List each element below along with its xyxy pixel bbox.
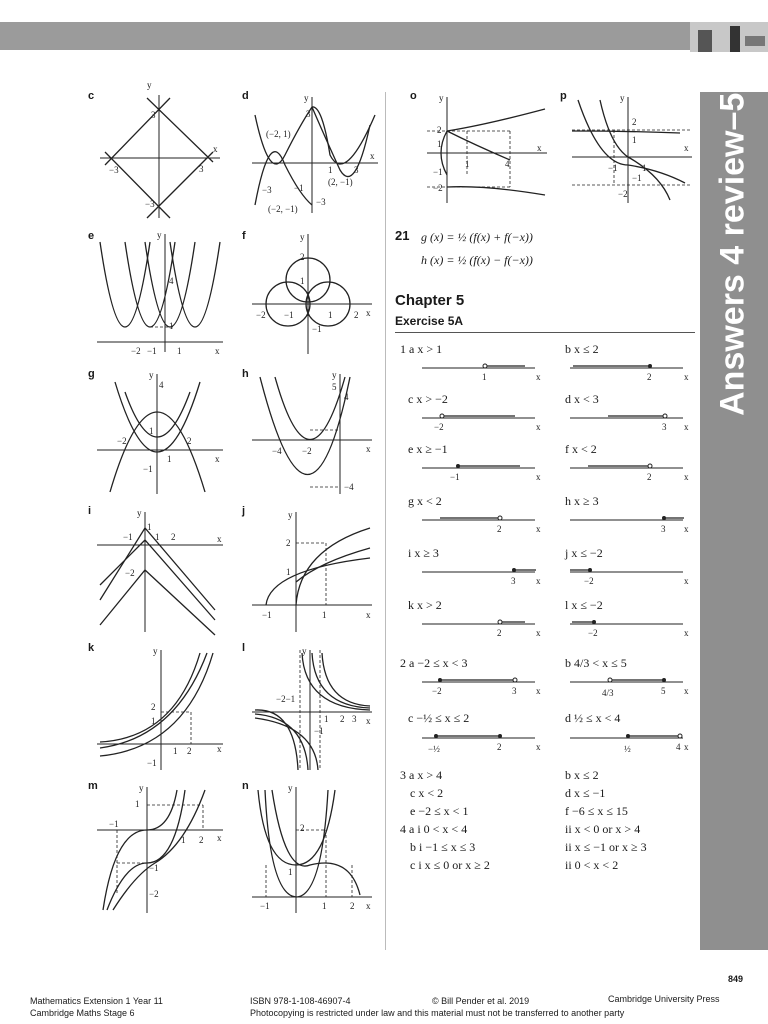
graph-label-i: i: [88, 505, 92, 517]
tick: −2: [149, 889, 159, 899]
tick: 3: [151, 110, 156, 120]
axis-x: x: [215, 454, 220, 464]
axis-x: x: [684, 372, 689, 382]
tick: 2: [171, 532, 176, 542]
answer-1a: 1 a x > 1: [400, 342, 443, 356]
answer-1e: e x ≥ −1: [408, 442, 448, 456]
axis-x: x: [536, 524, 541, 534]
tick: 4: [159, 380, 164, 390]
answer-3a: 3 a x > 4: [400, 768, 443, 782]
tick: −1: [450, 472, 460, 482]
tick: 3: [306, 109, 311, 119]
tick: 1: [181, 835, 186, 845]
tick: 4: [505, 159, 510, 169]
axis-x: x: [684, 576, 689, 586]
tick: 1: [177, 346, 182, 356]
axis-y: y: [300, 232, 305, 242]
tick: −1: [149, 863, 159, 873]
axis-x: x: [370, 151, 375, 161]
tick: 2: [437, 125, 442, 135]
graph-label-c: c: [88, 90, 95, 102]
answer-4ci: c i x ≤ 0 or x ≥ 2: [410, 858, 490, 872]
axis-x: x: [366, 901, 371, 911]
point-label: (−2, −1): [268, 204, 298, 214]
answer-1g: g x < 2: [408, 494, 442, 508]
answer-1d: d x < 3: [565, 392, 599, 406]
answer-2b: b 4/3 < x ≤ 5: [565, 656, 627, 670]
answer-4bii: ii x ≤ −1 or x ≥ 3: [565, 840, 647, 854]
tick: 1: [328, 165, 333, 175]
axis-x: x: [217, 534, 222, 544]
tick: 1: [286, 567, 291, 577]
graph-f: [250, 232, 375, 357]
axis-x: x: [536, 742, 541, 752]
numberline-1j: [568, 562, 693, 588]
tick: −1: [262, 610, 272, 620]
graph-d: [250, 95, 380, 215]
axis-y: y: [302, 646, 307, 656]
tick: 2: [350, 901, 355, 911]
axis-y: y: [149, 370, 154, 380]
tick: −1: [143, 464, 153, 474]
tick: −3: [109, 165, 119, 175]
axis-y: y: [304, 93, 309, 103]
answer-3f: f −6 ≤ x ≤ 15: [565, 804, 628, 818]
tick: −2: [584, 576, 594, 586]
graph-label-h: h: [242, 368, 249, 380]
numberline-1k: [420, 614, 545, 640]
axis-x: x: [684, 422, 689, 432]
tick: 4/3: [602, 688, 614, 698]
tick: 1: [632, 135, 637, 145]
side-tab-title: Answers 4 review–5A: [713, 68, 752, 416]
graph-o: [425, 95, 550, 205]
tick: 2: [151, 702, 156, 712]
tick: 2: [497, 524, 502, 534]
axis-x: x: [536, 422, 541, 432]
tick: −2: [256, 310, 266, 320]
answer-1f: f x < 2: [565, 442, 597, 456]
answer-4bi: b i −1 ≤ x ≤ 3: [410, 840, 476, 854]
axis-x: x: [366, 444, 371, 454]
tick: 4: [676, 742, 681, 752]
tick: 2: [300, 823, 305, 833]
tick: 1: [324, 714, 329, 724]
q21-g: g (x) = ½ (f(x) + f(−x)): [421, 230, 533, 244]
tick: −2−1: [276, 694, 296, 704]
header-photo: [690, 22, 768, 52]
graph-e: [95, 232, 225, 357]
tick: 3: [511, 576, 516, 586]
column-divider: [385, 92, 386, 950]
tick: ½: [624, 744, 631, 754]
tick: 3: [199, 164, 204, 174]
axis-x: x: [366, 610, 371, 620]
graph-g: [95, 372, 225, 497]
tick: −2: [125, 568, 135, 578]
tick: −2: [434, 422, 444, 432]
axis-y: y: [288, 783, 293, 793]
tick: 1: [151, 716, 156, 726]
tick: 3: [661, 524, 666, 534]
header-bar: [0, 22, 690, 50]
graph-l: [250, 648, 375, 773]
answer-2a: 2 a −2 ≤ x < 3: [400, 656, 468, 670]
tick: 2: [647, 372, 652, 382]
tick: −1: [294, 183, 304, 193]
axis-x: x: [536, 686, 541, 696]
graph-label-e: e: [88, 230, 95, 242]
axis-y: y: [139, 783, 144, 793]
tick: −1: [608, 163, 618, 173]
chapter-title: Chapter 5: [395, 292, 465, 309]
axis-x: x: [684, 742, 689, 752]
axis-x: x: [366, 716, 371, 726]
graph-label-l: l: [242, 642, 246, 654]
tick: 2: [497, 742, 502, 752]
numberline-1d: [568, 408, 693, 434]
publisher: Cambridge University Press: [608, 994, 720, 1004]
tick: −1: [109, 819, 119, 829]
tick: −2: [618, 189, 628, 199]
graph-h: [250, 372, 375, 497]
tick: −2: [117, 436, 127, 446]
tick: 2: [300, 252, 305, 262]
answer-2c: c −½ ≤ x ≤ 2: [408, 711, 470, 725]
tick: 2: [286, 538, 291, 548]
graph-k: [95, 648, 225, 773]
answer-2d: d ½ ≤ x < 4: [565, 711, 621, 725]
page-number: 849: [728, 974, 744, 984]
tick: 1: [300, 276, 305, 286]
series-title: Cambridge Maths Stage 6: [30, 1008, 135, 1018]
tick: 1: [155, 532, 160, 542]
tick: −1: [147, 346, 157, 356]
numberline-1e: [420, 458, 545, 484]
tick: 1: [322, 610, 327, 620]
answer-3d: d x ≤ −1: [565, 786, 606, 800]
tick: −2: [302, 446, 312, 456]
answer-1k: k x > 2: [408, 598, 442, 612]
book-title: Mathematics Extension 1 Year 11: [30, 996, 163, 1006]
axis-x: x: [366, 308, 371, 318]
graph-i: [95, 510, 225, 635]
tick: 1: [642, 163, 647, 173]
answer-3b: b x ≤ 2: [565, 768, 599, 782]
answer-1h: h x ≥ 3: [565, 494, 599, 508]
axis-y: y: [439, 93, 444, 103]
axis-x: x: [213, 144, 218, 154]
graph-label-d: d: [242, 90, 249, 102]
answer-3c: c x < 2: [410, 786, 444, 800]
numberline-1f: [568, 458, 693, 484]
isbn: ISBN 978-1-108-46907-4: [250, 996, 351, 1006]
answer-4ai: 4 a i 0 < x < 4: [400, 822, 468, 836]
tick: 2: [187, 746, 192, 756]
graph-label-n: n: [242, 780, 249, 792]
tick: −½: [428, 744, 440, 754]
tick: 1: [135, 799, 140, 809]
tick: 1: [482, 372, 487, 382]
tick: 1: [465, 159, 470, 169]
graph-label-k: k: [88, 642, 95, 654]
numberline-2d: [568, 728, 693, 758]
graph-label-o: o: [410, 90, 417, 102]
axis-y: y: [147, 80, 152, 90]
tick: −1: [147, 758, 157, 768]
graph-m: [95, 785, 225, 915]
answer-1l: l x ≤ −2: [565, 598, 603, 612]
tick: 2: [340, 714, 345, 724]
tick: 3: [662, 422, 667, 432]
graph-label-g: g: [88, 368, 95, 380]
axis-y: y: [137, 508, 142, 518]
answer-1b: b x ≤ 2: [565, 342, 599, 356]
axis-x: x: [217, 744, 222, 754]
tick: −1: [433, 167, 443, 177]
tick: 1: [147, 522, 152, 532]
axis-x: x: [684, 472, 689, 482]
tick: 1: [169, 321, 174, 331]
tick: −1: [314, 726, 324, 736]
axis-x: x: [684, 143, 689, 153]
axis-x: x: [536, 628, 541, 638]
axis-x: x: [217, 833, 222, 843]
tick: −3: [145, 199, 155, 209]
tick: 1: [149, 426, 154, 436]
axis-x: x: [536, 472, 541, 482]
graph-n: [250, 785, 375, 915]
copyright: © Bill Pender et al. 2019: [432, 996, 530, 1006]
numberline-1c: [420, 408, 545, 434]
axis-x: x: [684, 628, 689, 638]
point-label: (2, −1): [328, 177, 353, 187]
axis-y: y: [157, 230, 162, 240]
tick: 5: [332, 382, 337, 392]
tick: 2: [199, 835, 204, 845]
graph-label-p: p: [560, 90, 567, 102]
numberline-1l: [568, 614, 693, 640]
tick: 1: [322, 901, 327, 911]
exercise-title: Exercise 5A: [395, 314, 464, 328]
tick: −3: [316, 197, 326, 207]
tick: 2: [354, 310, 359, 320]
q21-number: 21: [395, 228, 410, 243]
tick: 1: [437, 139, 442, 149]
numberline-1i: [420, 562, 545, 588]
tick: 4: [344, 392, 349, 402]
graph-label-f: f: [242, 230, 246, 242]
tick: −3: [262, 185, 272, 195]
answer-1i: i x ≥ 3: [408, 546, 439, 560]
tick: −2: [588, 628, 598, 638]
tick: 2: [497, 628, 502, 638]
tick: −4: [344, 482, 354, 492]
tick: −1: [123, 532, 133, 542]
axis-x: x: [684, 524, 689, 534]
numberline-1g: [420, 510, 545, 536]
graph-j: [250, 510, 375, 635]
axis-y: y: [288, 510, 293, 520]
tick: −2: [432, 686, 442, 696]
tick: −4: [272, 446, 282, 456]
graph-label-m: m: [88, 780, 98, 792]
answer-1j: j x ≤ −2: [565, 546, 603, 560]
copyright-notice: Photocopying is restricted under law and this material must not be transferred to another party: [250, 1008, 625, 1018]
numberline-1a: [420, 358, 545, 384]
axis-y: y: [332, 370, 337, 380]
tick: 2: [187, 436, 192, 446]
numberline-1h: [568, 510, 693, 536]
tick: 2: [632, 117, 637, 127]
q21-h: h (x) = ½ (f(x) − f(−x)): [421, 253, 533, 267]
point-label: (−2, 1): [266, 129, 291, 139]
tick: 3: [512, 686, 517, 696]
tick: 5: [661, 686, 666, 696]
tick: 3: [352, 714, 357, 724]
exercise-rule: [395, 332, 695, 333]
tick: −1: [312, 324, 322, 334]
answer-1c: c x > −2: [408, 392, 448, 406]
graph-c: [95, 80, 225, 220]
answer-3e: e −2 ≤ x < 1: [410, 804, 469, 818]
answer-4cii: ii 0 < x < 2: [565, 858, 619, 872]
tick: 1: [173, 746, 178, 756]
tick: −2: [433, 183, 443, 193]
tick: −1: [632, 173, 642, 183]
tick: 3: [354, 165, 359, 175]
axis-y: y: [620, 93, 625, 103]
tick: 1: [167, 454, 172, 464]
tick: 2: [647, 472, 652, 482]
graph-p: [570, 95, 695, 205]
axis-x: x: [684, 686, 689, 696]
answer-4aii: ii x < 0 or x > 4: [565, 822, 641, 836]
graph-label-j: j: [242, 505, 246, 517]
numberline-2b: [568, 672, 693, 702]
tick: −1: [284, 310, 294, 320]
axis-x: x: [215, 346, 220, 356]
axis-x: x: [537, 143, 542, 153]
numberline-2c: [420, 728, 545, 758]
axis-x: x: [536, 576, 541, 586]
tick: −2: [131, 346, 141, 356]
numberline-1b: [568, 358, 693, 384]
tick: 1: [328, 310, 333, 320]
tick: −1: [260, 901, 270, 911]
axis-y: y: [153, 646, 158, 656]
tick: 4: [169, 276, 174, 286]
tick: 1: [288, 867, 293, 877]
numberline-2a: [420, 672, 545, 698]
axis-x: x: [536, 372, 541, 382]
